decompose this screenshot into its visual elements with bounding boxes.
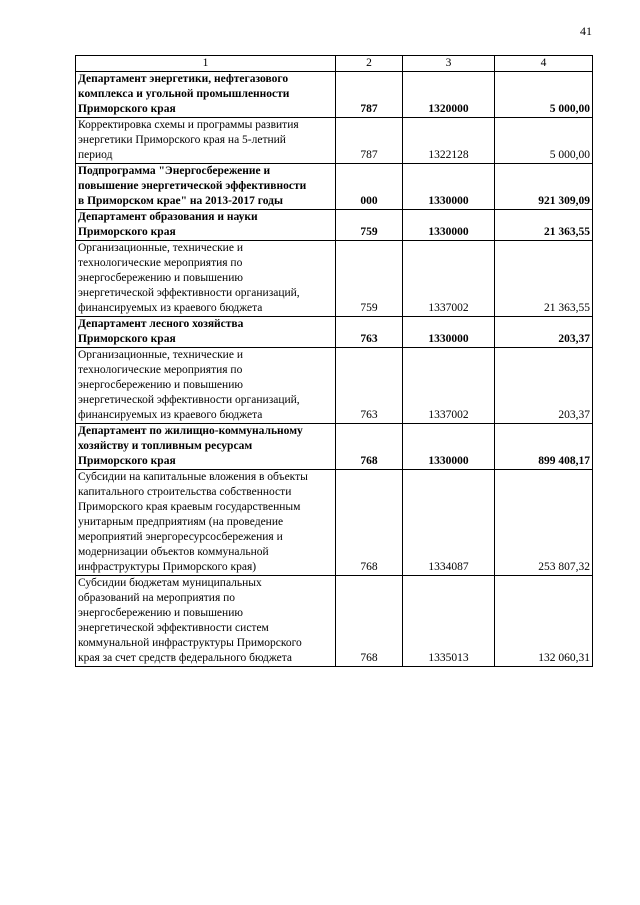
description-line: энергетической эффективности организаций, bbox=[78, 394, 300, 406]
row-target-code: 1337002 bbox=[403, 348, 495, 424]
row-description bbox=[76, 470, 336, 576]
row-code: 759 bbox=[336, 241, 403, 317]
table-row bbox=[76, 241, 593, 317]
description-line: Департамент образования и науки bbox=[78, 211, 258, 223]
description-line: модернизации объектов коммунальной bbox=[78, 546, 269, 558]
table-row bbox=[76, 470, 593, 576]
row-code: 759 bbox=[336, 210, 403, 241]
row-amount: 921 309,09 bbox=[495, 164, 593, 210]
description-line: Приморского края bbox=[78, 103, 176, 115]
table-header-row bbox=[76, 56, 593, 72]
table-row-section bbox=[76, 164, 593, 210]
row-target-code: 1334087 bbox=[403, 470, 495, 576]
row-code: 768 bbox=[336, 470, 403, 576]
budget-table bbox=[75, 55, 593, 667]
description-line: Субсидии бюджетам муниципальных bbox=[78, 577, 262, 589]
description-line: финансируемых из краевого бюджета bbox=[78, 409, 263, 421]
row-code: 787 bbox=[336, 72, 403, 118]
description-line: края за счет средств федерального бюджета bbox=[78, 652, 293, 664]
row-target-code: 1322128 bbox=[403, 118, 495, 164]
row-code: 000 bbox=[336, 164, 403, 210]
row-code: 768 bbox=[336, 424, 403, 470]
column-header-1: 1 bbox=[76, 56, 336, 72]
table-row-section bbox=[76, 317, 593, 348]
row-amount: 203,37 bbox=[495, 317, 593, 348]
row-code: 763 bbox=[336, 317, 403, 348]
description-line: энергосбережению и повышению bbox=[78, 272, 243, 284]
description-line: финансируемых из краевого бюджета bbox=[78, 302, 263, 314]
row-amount: 899 408,17 bbox=[495, 424, 593, 470]
description-line: повышение энергетической эффективности bbox=[78, 180, 307, 192]
column-header-4: 4 bbox=[495, 56, 593, 72]
row-target-code: 1320000 bbox=[403, 72, 495, 118]
description-line: Подпрограмма "Энергосбережение и bbox=[78, 165, 271, 177]
page-number: 41 bbox=[580, 24, 592, 38]
row-code: 768 bbox=[336, 576, 403, 667]
row-target-code: 1330000 bbox=[403, 317, 495, 348]
table-row-section bbox=[76, 72, 593, 118]
description-line: Приморского края краевым государственным bbox=[78, 501, 301, 513]
row-target-code: 1335013 bbox=[403, 576, 495, 667]
row-code: 763 bbox=[336, 348, 403, 424]
table-row-section bbox=[76, 424, 593, 470]
row-amount: 5 000,00 bbox=[495, 118, 593, 164]
row-amount: 5 000,00 bbox=[495, 72, 593, 118]
row-amount: 132 060,31 bbox=[495, 576, 593, 667]
description-line: капитального строительства собственности bbox=[78, 486, 292, 498]
row-description bbox=[76, 241, 336, 317]
column-header-3: 3 bbox=[403, 56, 495, 72]
row-description bbox=[76, 348, 336, 424]
description-line: технологические мероприятия по bbox=[78, 257, 243, 269]
row-description bbox=[76, 210, 336, 241]
row-code: 787 bbox=[336, 118, 403, 164]
row-description bbox=[76, 118, 336, 164]
row-target-code: 1330000 bbox=[403, 210, 495, 241]
description-line: в Приморском крае" на 2013-2017 годы bbox=[78, 195, 283, 207]
description-line: Субсидии на капитальные вложения в объекты bbox=[78, 471, 308, 483]
table-row bbox=[76, 118, 593, 164]
row-description bbox=[76, 164, 336, 210]
row-description bbox=[76, 576, 336, 667]
description-line: образований на мероприятия по bbox=[78, 592, 236, 604]
description-line: энергетической эффективности систем bbox=[78, 622, 269, 634]
column-header-2: 2 bbox=[336, 56, 403, 72]
description-line: хозяйству и топливным ресурсам bbox=[78, 440, 253, 452]
row-description bbox=[76, 424, 336, 470]
row-amount: 21 363,55 bbox=[495, 241, 593, 317]
description-line: Приморского края bbox=[78, 455, 176, 467]
row-target-code: 1337002 bbox=[403, 241, 495, 317]
row-target-code: 1330000 bbox=[403, 164, 495, 210]
description-line: энергетической эффективности организаций, bbox=[78, 287, 300, 299]
description-line: комплекса и угольной промышленности bbox=[78, 88, 290, 100]
table-row bbox=[76, 576, 593, 667]
description-line: технологические мероприятия по bbox=[78, 364, 243, 376]
row-amount: 253 807,32 bbox=[495, 470, 593, 576]
row-description bbox=[76, 317, 336, 348]
description-line: мероприятий энергоресурсосбережения и bbox=[78, 531, 283, 543]
description-line: Приморского края bbox=[78, 333, 176, 345]
description-line: Организационные, технические и bbox=[78, 242, 243, 254]
description-line: Организационные, технические и bbox=[78, 349, 243, 361]
description-line: Департамент лесного хозяйства bbox=[78, 318, 244, 330]
description-line: период bbox=[78, 149, 113, 161]
description-line: Приморского края bbox=[78, 226, 176, 238]
description-line: Департамент энергетики, нефтегазового bbox=[78, 73, 289, 85]
table-body bbox=[76, 72, 593, 667]
row-target-code: 1330000 bbox=[403, 424, 495, 470]
row-description bbox=[76, 72, 336, 118]
table-row bbox=[76, 348, 593, 424]
description-line: унитарным предприятиям (на проведение bbox=[78, 516, 284, 528]
description-line: коммунальной инфраструктуры Приморского bbox=[78, 637, 302, 649]
row-amount: 21 363,55 bbox=[495, 210, 593, 241]
description-line: энергетики Приморского края на 5-летний bbox=[78, 134, 286, 146]
description-line: инфраструктуры Приморского края) bbox=[78, 561, 257, 573]
description-line: энергосбережению и повышению bbox=[78, 607, 243, 619]
description-line: Департамент по жилищно-коммунальному bbox=[78, 425, 303, 437]
description-line: энергосбережению и повышению bbox=[78, 379, 243, 391]
row-amount: 203,37 bbox=[495, 348, 593, 424]
table-row-section bbox=[76, 210, 593, 241]
description-line: Корректировка схемы и программы развития bbox=[78, 119, 299, 131]
